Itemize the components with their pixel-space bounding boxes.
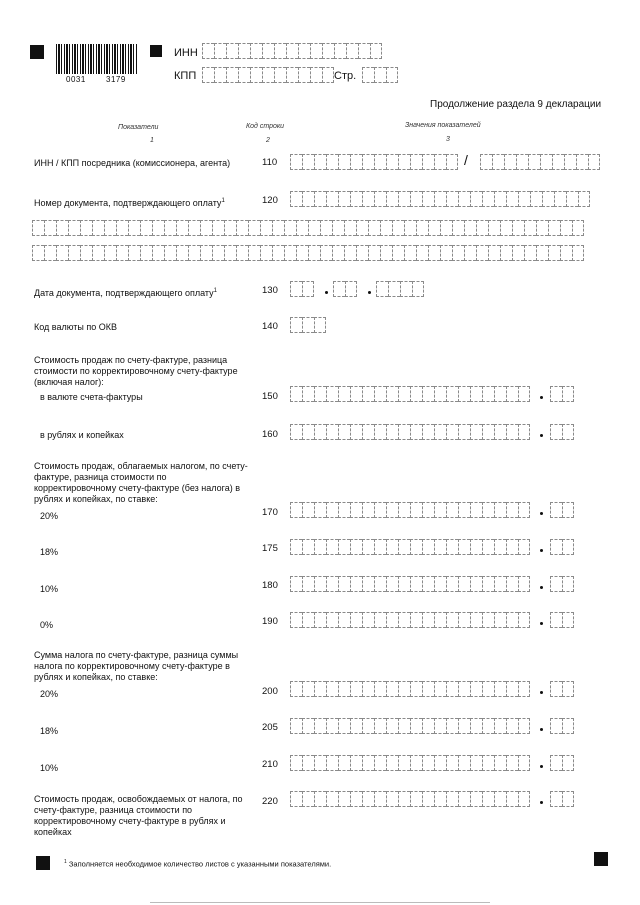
row-150-label: в валюте счета-фактуры — [40, 392, 143, 402]
row-205-fraction-cells[interactable] — [550, 718, 574, 734]
row-140-code: 140 — [262, 321, 278, 332]
row-190-label: 0% — [40, 620, 54, 630]
row-110-label: ИНН / КПП посредника (комиссионера, агента) — [34, 158, 231, 168]
row-160-decimal-dot — [540, 434, 543, 437]
row-150-decimal-dot — [540, 396, 543, 399]
row-160-fraction-cells[interactable] — [550, 424, 574, 440]
row-190-integer-cells[interactable] — [290, 612, 530, 628]
row-150-code: 150 — [262, 391, 278, 402]
row-110-inn-cells[interactable] — [290, 154, 458, 170]
barcode-number-1: 0031 — [66, 75, 86, 84]
registration-marker-top-right — [150, 45, 162, 57]
inn-cells[interactable] — [202, 43, 382, 59]
row-130-dot-1 — [325, 291, 328, 294]
row-175-integer-cells[interactable] — [290, 539, 530, 555]
row-140-cells[interactable] — [290, 317, 326, 333]
barcode-image — [56, 44, 138, 74]
column-header-line-code: Код строки — [246, 123, 285, 130]
row-205-code: 205 — [262, 722, 278, 733]
column-number-2: 2 — [266, 137, 270, 144]
row-130-footnote-ref: 1 — [213, 288, 217, 294]
row-200-code: 200 — [262, 686, 278, 697]
section-title: Продолжение раздела 9 декларации — [430, 99, 602, 110]
row-210-integer-cells[interactable] — [290, 755, 530, 771]
column-header-indicators: Показатели — [118, 124, 159, 131]
footnote — [64, 859, 331, 869]
row-210-decimal-dot — [540, 765, 543, 768]
row-120-cells-line-3[interactable] — [32, 245, 584, 261]
row-120-footnote-ref: 1 — [221, 198, 225, 204]
row-140-label: Код валюты по ОКВ — [34, 322, 118, 332]
row-170-decimal-dot — [540, 512, 543, 515]
row-220-label: Стоимость продаж, освобождаемых от налога, по счету-фактуре, разница стоимости по корректировочному счету-фактуре в рублях и копейках — [34, 794, 243, 837]
row-205-label: 18% — [40, 726, 59, 736]
registration-marker-top-left — [30, 45, 44, 59]
row-110-code: 110 — [262, 157, 278, 168]
bottom-rule — [150, 902, 490, 903]
row-180-code: 180 — [262, 580, 278, 591]
row-170-integer-cells[interactable] — [290, 502, 530, 518]
row-170-fraction-cells[interactable] — [550, 502, 574, 518]
group-3-label: Сумма налога по счету-фактуре, разница суммы налога по корректировочному счету-фактуре в рублях и копейках, по ставке: — [34, 650, 239, 682]
row-130-month-cells[interactable] — [333, 281, 357, 297]
row-180-integer-cells[interactable] — [290, 576, 530, 592]
row-220-code: 220 — [262, 796, 278, 807]
row-110-kpp-cells[interactable] — [480, 154, 600, 170]
row-200-fraction-cells[interactable] — [550, 681, 574, 697]
row-200-label: 20% — [40, 689, 59, 699]
row-170-label: 20% — [40, 511, 59, 521]
page-number-cells[interactable] — [362, 67, 398, 83]
row-130-code: 130 — [262, 285, 278, 296]
row-160-integer-cells[interactable] — [290, 424, 530, 440]
row-175-code: 175 — [262, 543, 278, 554]
row-160-label: в рублях и копейках — [40, 430, 124, 440]
row-180-decimal-dot — [540, 586, 543, 589]
row-170-code: 170 — [262, 507, 278, 518]
row-175-label: 18% — [40, 547, 59, 557]
row-200-integer-cells[interactable] — [290, 681, 530, 697]
row-190-decimal-dot — [540, 622, 543, 625]
row-180-label: 10% — [40, 584, 59, 594]
row-210-fraction-cells[interactable] — [550, 755, 574, 771]
row-220-fraction-cells[interactable] — [550, 791, 574, 807]
row-220-integer-cells[interactable] — [290, 791, 530, 807]
row-130-day-cells[interactable] — [290, 281, 314, 297]
footnote-text: Заполняется необходимое количество листов с указанными показателями. — [68, 859, 332, 869]
row-180-fraction-cells[interactable] — [550, 576, 574, 592]
row-150-fraction-cells[interactable] — [550, 386, 574, 402]
inn-label: ИНН — [174, 47, 198, 59]
row-120-code: 120 — [262, 195, 278, 206]
row-175-fraction-cells[interactable] — [550, 539, 574, 555]
row-120-cells-line-1[interactable] — [290, 191, 590, 207]
column-number-1: 1 — [150, 137, 154, 144]
registration-marker-bottom-right — [594, 852, 608, 866]
row-160-code: 160 — [262, 429, 278, 440]
row-120-label: Номер документа, подтверждающего оплату$^1$ — [34, 198, 225, 208]
row-205-decimal-dot — [540, 728, 543, 731]
row-150-integer-cells[interactable] — [290, 386, 530, 402]
row-190-fraction-cells[interactable] — [550, 612, 574, 628]
row-110-separator: / — [464, 152, 468, 168]
row-205-integer-cells[interactable] — [290, 718, 530, 734]
kpp-label: КПП — [174, 70, 197, 82]
group-1-label: Стоимость продаж по счету-фактуре, разница стоимости по корректировочному счету-фактуре (включая налог): — [34, 355, 238, 387]
row-200-decimal-dot — [540, 691, 543, 694]
column-number-3: 3 — [446, 136, 450, 143]
footnote-ref: 1 — [64, 859, 67, 865]
row-120-cells-line-2[interactable] — [32, 220, 584, 236]
page-label: Стр. — [334, 70, 357, 82]
column-header-values: Значения показателей — [405, 122, 481, 129]
row-130-label: Дата документа, подтверждающего оплату$^1$ — [34, 288, 217, 298]
row-220-decimal-dot — [540, 801, 543, 804]
barcode-number-2: 3179 — [106, 75, 126, 84]
group-2-label: Стоимость продаж, облагаемых налогом, по счету-фактуре, разница стоимости по корректировочному счету-фактуре (без налога) в рублях и копейках, по ставке: — [34, 461, 248, 504]
row-130-year-cells[interactable] — [376, 281, 424, 297]
row-175-decimal-dot — [540, 549, 543, 552]
row-130-dot-2 — [368, 291, 371, 294]
registration-marker-bottom-left — [36, 856, 50, 870]
kpp-cells[interactable] — [202, 67, 334, 83]
row-190-code: 190 — [262, 616, 278, 627]
row-210-label: 10% — [40, 763, 59, 773]
row-210-code: 210 — [262, 759, 278, 770]
